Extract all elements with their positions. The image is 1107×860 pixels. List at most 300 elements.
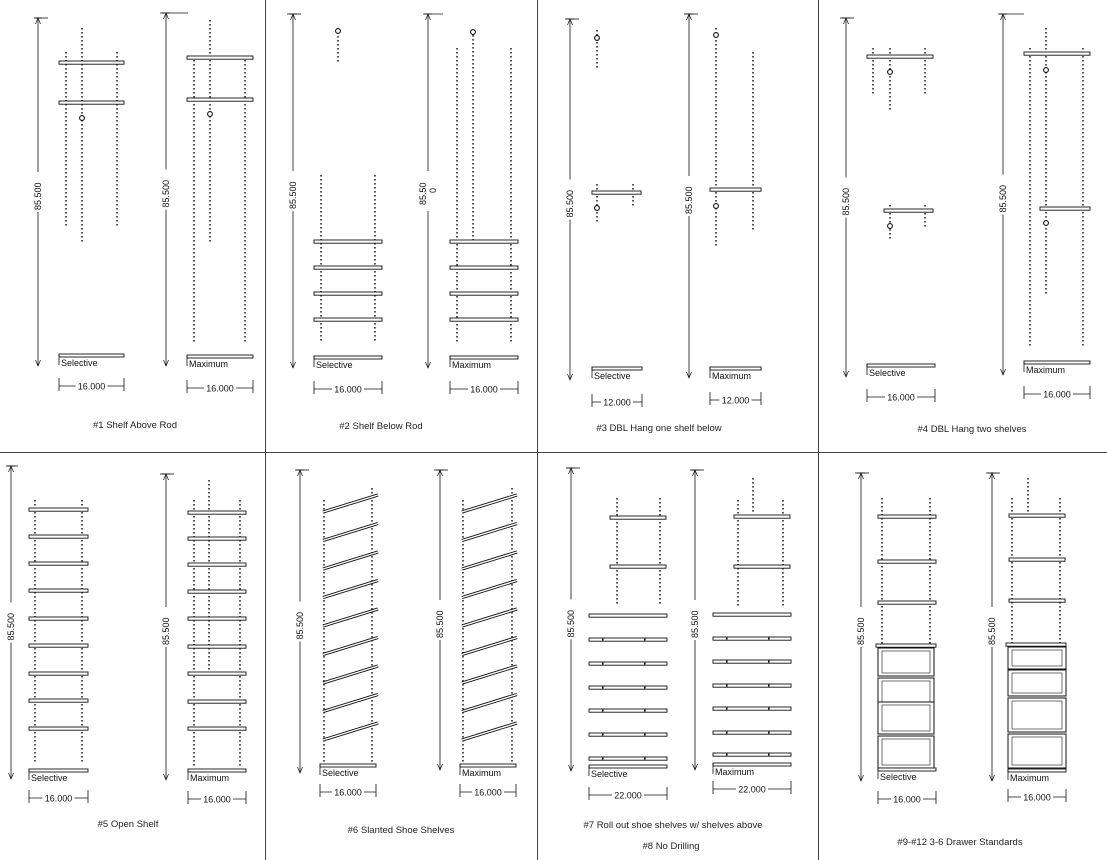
standard-hole	[239, 696, 240, 698]
standard-hole	[239, 556, 240, 558]
standard-hole	[1082, 196, 1083, 198]
standard-hole	[1011, 578, 1012, 580]
standard-hole	[1029, 208, 1030, 210]
p9-right-shelf-1	[1009, 514, 1065, 517]
standard-hole	[929, 630, 930, 632]
standard-hole	[1082, 100, 1083, 102]
standard-hole	[81, 628, 82, 630]
standard-hole	[116, 132, 117, 134]
standard-hole	[208, 600, 209, 602]
standard-hole	[239, 664, 240, 666]
standard-hole	[737, 592, 738, 594]
p6-right-slant-shelf-face	[462, 552, 517, 569]
standard-hole	[193, 88, 194, 90]
standard-hole	[782, 580, 783, 582]
standard-hole	[193, 140, 194, 142]
standard-hole	[1045, 124, 1046, 126]
standard-hole	[752, 104, 753, 106]
standard-hole	[193, 684, 194, 686]
standard-hole	[371, 652, 372, 654]
standard-hole	[371, 720, 372, 722]
standard-hole	[244, 320, 245, 322]
standard-hole	[596, 46, 597, 48]
standard-hole	[752, 482, 753, 484]
standard-hole	[244, 236, 245, 238]
standard-hole	[81, 580, 82, 582]
standard-hole	[659, 550, 660, 552]
rollout-slide	[726, 732, 728, 734]
standard-hole	[511, 676, 512, 678]
p3-left-width: 12.000	[603, 397, 631, 408]
p1-left-standard-c	[116, 52, 117, 226]
base-shelf	[29, 769, 88, 772]
standard-hole	[371, 688, 372, 690]
standard-hole	[881, 610, 882, 612]
standard-hole	[752, 64, 753, 66]
standard-hole	[872, 80, 873, 82]
standard-hole	[737, 584, 738, 586]
standard-hole	[1029, 48, 1030, 50]
standard-hole	[1029, 244, 1030, 246]
standard-hole	[596, 220, 597, 222]
standard-hole	[239, 724, 240, 726]
standard-hole	[456, 172, 457, 174]
p1-left-standard-a	[65, 52, 66, 226]
standard-hole	[65, 208, 66, 210]
standard-hole	[244, 132, 245, 134]
standard-hole	[462, 672, 463, 674]
p3-right-label: Maximum	[712, 371, 752, 381]
p7-left-rollout-4	[589, 686, 667, 689]
standard-hole	[320, 251, 321, 253]
standard-hole	[1082, 212, 1083, 214]
standard-hole	[244, 248, 245, 250]
standard-hole	[715, 216, 716, 218]
standard-hole	[1082, 264, 1083, 266]
standard-hole	[1082, 172, 1083, 174]
standard-hole	[1082, 144, 1083, 146]
standard-hole	[456, 84, 457, 86]
standard-hole	[65, 108, 66, 110]
standard-hole	[456, 200, 457, 202]
standard-hole	[1045, 192, 1046, 194]
standard-hole	[782, 592, 783, 594]
standard-hole	[511, 648, 512, 650]
standard-hole	[193, 68, 194, 70]
standard-hole	[374, 327, 375, 329]
standard-hole	[244, 64, 245, 66]
p1-left-label: Selective	[61, 358, 98, 368]
standard-hole	[320, 187, 321, 189]
standard-hole	[337, 40, 338, 42]
standard-hole	[193, 520, 194, 522]
standard-hole	[929, 498, 930, 500]
standard-hole	[616, 602, 617, 604]
standard-hole	[193, 676, 194, 678]
standard-hole	[456, 256, 457, 258]
standard-hole	[34, 624, 35, 626]
standard-hole	[1059, 618, 1060, 620]
standard-hole	[1082, 104, 1083, 106]
p7-right-rollout-7	[713, 753, 791, 756]
standard-hole	[889, 104, 890, 106]
panel-4-dbl-hang-two-shelves	[840, 14, 1090, 403]
standard-hole	[374, 247, 375, 249]
p4-left-rod-2	[888, 224, 893, 229]
standard-hole	[320, 311, 321, 313]
standard-hole	[752, 88, 753, 90]
standard-hole	[782, 540, 783, 542]
standard-hole	[1045, 228, 1046, 230]
standard-hole	[1045, 284, 1046, 286]
p6-left-height: 85.500	[295, 611, 305, 640]
standard-hole	[616, 530, 617, 532]
standard-hole	[1011, 510, 1012, 512]
standard-hole	[596, 62, 597, 64]
standard-hole	[239, 680, 240, 682]
standard-hole	[511, 604, 512, 606]
standard-hole	[193, 148, 194, 150]
standard-hole	[374, 283, 375, 285]
standard-hole	[881, 570, 882, 572]
standard-hole	[193, 64, 194, 66]
standard-hole	[208, 568, 209, 570]
standard-hole	[1045, 136, 1046, 138]
standard-hole	[1029, 92, 1030, 94]
p5-right-standard-b	[208, 480, 209, 670]
standard-hole	[323, 616, 324, 618]
standard-hole	[889, 96, 890, 98]
standard-hole	[456, 92, 457, 94]
standard-hole	[323, 524, 324, 526]
standard-hole	[715, 128, 716, 130]
standard-hole	[1029, 112, 1030, 114]
standard-hole	[34, 512, 35, 514]
standard-hole	[116, 140, 117, 142]
standard-hole	[511, 572, 512, 574]
standard-hole	[715, 224, 716, 226]
standard-hole	[1082, 152, 1083, 154]
standard-hole	[1045, 236, 1046, 238]
standard-hole	[371, 736, 372, 738]
standard-hole	[715, 220, 716, 222]
standard-hole	[239, 604, 240, 606]
standard-hole	[715, 172, 716, 174]
standard-hole	[616, 498, 617, 500]
standard-hole	[881, 530, 882, 532]
standard-hole	[929, 502, 930, 504]
standard-hole	[1045, 156, 1046, 158]
standard-hole	[371, 540, 372, 542]
standard-hole	[193, 556, 194, 558]
standard-hole	[193, 568, 194, 570]
standard-hole	[81, 684, 82, 686]
standard-hole	[456, 328, 457, 330]
base-shelf	[320, 764, 376, 767]
standard-hole	[81, 568, 82, 570]
p5-right-shelf-7	[188, 672, 246, 675]
standard-hole	[511, 728, 512, 730]
standard-hole	[752, 136, 753, 138]
standard-hole	[1082, 252, 1083, 254]
standard-hole	[616, 574, 617, 576]
standard-hole	[1029, 156, 1030, 158]
p6-left-slant-shelf-face	[323, 666, 378, 683]
standard-hole	[193, 132, 194, 134]
standard-hole	[244, 244, 245, 246]
p3-right-rod-upper	[714, 33, 719, 38]
standard-hole	[456, 276, 457, 278]
standard-hole	[1059, 554, 1060, 556]
standard-hole	[1011, 590, 1012, 592]
standard-hole	[209, 124, 210, 126]
standard-hole	[1045, 188, 1046, 190]
standard-hole	[511, 708, 512, 710]
standard-hole	[116, 192, 117, 194]
standard-hole	[924, 76, 925, 78]
standard-hole	[320, 175, 321, 177]
standard-hole	[65, 196, 66, 198]
standard-hole	[65, 200, 66, 202]
standard-hole	[1011, 542, 1012, 544]
standard-hole	[889, 217, 890, 219]
standard-hole	[616, 546, 617, 548]
standard-hole	[81, 712, 82, 714]
standard-hole	[34, 688, 35, 690]
standard-hole	[715, 232, 716, 234]
standard-hole	[81, 40, 82, 42]
standard-hole	[34, 664, 35, 666]
standard-hole	[510, 316, 511, 318]
standard-hole	[208, 664, 209, 666]
standard-hole	[371, 592, 372, 594]
standard-hole	[456, 52, 457, 54]
standard-hole	[371, 692, 372, 694]
standard-hole	[752, 200, 753, 202]
standard-hole	[244, 216, 245, 218]
standard-hole	[1082, 84, 1083, 86]
standard-hole	[320, 255, 321, 257]
standard-hole	[65, 136, 66, 138]
standard-hole	[239, 584, 240, 586]
standard-hole	[193, 188, 194, 190]
standard-hole	[81, 688, 82, 690]
standard-hole	[34, 528, 35, 530]
standard-hole	[81, 36, 82, 38]
standard-hole	[116, 84, 117, 86]
standard-hole	[65, 96, 66, 98]
standard-hole	[323, 728, 324, 730]
standard-hole	[472, 103, 473, 105]
panel-2-shelf-below-rod	[287, 14, 518, 395]
standard-hole	[81, 160, 82, 162]
standard-hole	[929, 606, 930, 608]
standard-hole	[374, 235, 375, 237]
standard-hole	[323, 588, 324, 590]
standard-hole	[472, 75, 473, 77]
standard-hole	[320, 323, 321, 325]
standard-hole	[456, 324, 457, 326]
standard-hole	[371, 672, 372, 674]
standard-hole	[1045, 152, 1046, 154]
standard-hole	[1082, 220, 1083, 222]
standard-hole	[752, 160, 753, 162]
standard-hole	[193, 548, 194, 550]
standard-hole	[462, 564, 463, 566]
standard-hole	[371, 532, 372, 534]
standard-hole	[81, 736, 82, 738]
standard-hole	[1082, 312, 1083, 314]
standard-hole	[456, 184, 457, 186]
standard-hole	[472, 127, 473, 129]
standard-hole	[81, 648, 82, 650]
standard-hole	[472, 39, 473, 41]
caption-5: #5 Open Shelf	[97, 819, 159, 830]
p2-right-shelf-4	[450, 318, 518, 321]
standard-hole	[752, 68, 753, 70]
p5-left-shelf-9	[29, 727, 88, 730]
standard-hole	[323, 748, 324, 750]
standard-hole	[244, 196, 245, 198]
standard-hole	[374, 315, 375, 317]
standard-hole	[34, 716, 35, 718]
standard-hole	[337, 44, 338, 46]
standard-hole	[208, 508, 209, 510]
standard-hole	[1082, 232, 1083, 234]
standard-hole	[371, 756, 372, 758]
standard-hole	[239, 612, 240, 614]
standard-hole	[209, 188, 210, 190]
p1-right-shelf-2	[187, 98, 253, 101]
standard-hole	[337, 48, 338, 50]
standard-hole	[81, 500, 82, 502]
p9-left-shelf-1	[878, 515, 936, 518]
caption-4: #4 DBL Hang two shelves	[917, 424, 1027, 435]
standard-hole	[208, 584, 209, 586]
standard-hole	[752, 140, 753, 142]
standard-hole	[752, 128, 753, 130]
standard-hole	[1029, 120, 1030, 122]
standard-hole	[1029, 260, 1030, 262]
standard-hole	[209, 96, 210, 98]
standard-hole	[1029, 324, 1030, 326]
standard-hole	[456, 284, 457, 286]
standard-hole	[510, 128, 511, 130]
standard-hole	[872, 76, 873, 78]
standard-hole	[34, 540, 35, 542]
standard-hole	[510, 104, 511, 106]
standard-hole	[456, 104, 457, 106]
standard-hole	[511, 508, 512, 510]
standard-hole	[81, 176, 82, 178]
standard-hole	[208, 628, 209, 630]
standard-hole	[456, 316, 457, 318]
standard-hole	[244, 332, 245, 334]
standard-hole	[715, 164, 716, 166]
standard-hole	[320, 327, 321, 329]
standard-hole	[323, 664, 324, 666]
standard-hole	[116, 156, 117, 158]
p4-right-shelf-2	[1040, 207, 1090, 210]
standard-hole	[81, 76, 82, 78]
standard-hole	[632, 188, 633, 190]
standard-hole	[472, 63, 473, 65]
standard-hole	[65, 204, 66, 206]
standard-hole	[752, 84, 753, 86]
standard-hole	[510, 332, 511, 334]
standard-hole	[881, 498, 882, 500]
standard-hole	[1082, 340, 1083, 342]
standard-hole	[323, 760, 324, 762]
standard-hole	[34, 732, 35, 734]
standard-hole	[510, 244, 511, 246]
standard-hole	[472, 47, 473, 49]
p1-left-width: 16.000	[77, 381, 106, 392]
standard-hole	[208, 596, 209, 598]
standard-hole	[323, 520, 324, 522]
standard-hole	[510, 96, 511, 98]
rollout-slide	[602, 758, 604, 760]
standard-hole	[510, 120, 511, 122]
standard-hole	[1029, 116, 1030, 118]
standard-hole	[193, 588, 194, 590]
standard-hole	[596, 50, 597, 52]
standard-hole	[323, 704, 324, 706]
standard-hole	[193, 600, 194, 602]
standard-hole	[782, 588, 783, 590]
standard-hole	[34, 648, 35, 650]
standard-hole	[511, 704, 512, 706]
standard-hole	[116, 56, 117, 58]
standard-hole	[881, 614, 882, 616]
standard-hole	[1082, 56, 1083, 58]
standard-hole	[1029, 108, 1030, 110]
standard-hole	[752, 478, 753, 480]
standard-hole	[34, 524, 35, 526]
standard-hole	[456, 300, 457, 302]
p4-left-label: Selective	[869, 368, 906, 378]
standard-hole	[715, 244, 716, 246]
p6-right-height: 85.500	[435, 610, 445, 638]
standard-hole	[456, 176, 457, 178]
standard-hole	[752, 108, 753, 110]
standard-hole	[511, 536, 512, 538]
p6-right-standard-b	[511, 488, 512, 762]
standard-hole	[881, 590, 882, 592]
standard-hole	[1029, 280, 1030, 282]
standard-hole	[456, 312, 457, 314]
standard-hole	[1059, 570, 1060, 572]
p4-left-shelf-1	[867, 55, 933, 58]
standard-hole	[1029, 312, 1030, 314]
p9-right-width: 16.000	[1023, 792, 1051, 803]
standard-hole	[244, 280, 245, 282]
base-shelf	[187, 355, 253, 358]
p4-right-label: Maximum	[1026, 365, 1066, 375]
p3-left-rod-lower	[595, 206, 600, 211]
p7-left-rollout-3	[589, 662, 667, 665]
standard-hole	[616, 514, 617, 516]
standard-hole	[511, 744, 512, 746]
p5-left-label: Selective	[31, 773, 68, 783]
standard-hole	[81, 92, 82, 94]
standard-hole	[34, 560, 35, 562]
standard-hole	[323, 756, 324, 758]
standard-hole	[1059, 586, 1060, 588]
standard-hole	[193, 96, 194, 98]
standard-hole	[456, 112, 457, 114]
standard-hole	[929, 534, 930, 536]
